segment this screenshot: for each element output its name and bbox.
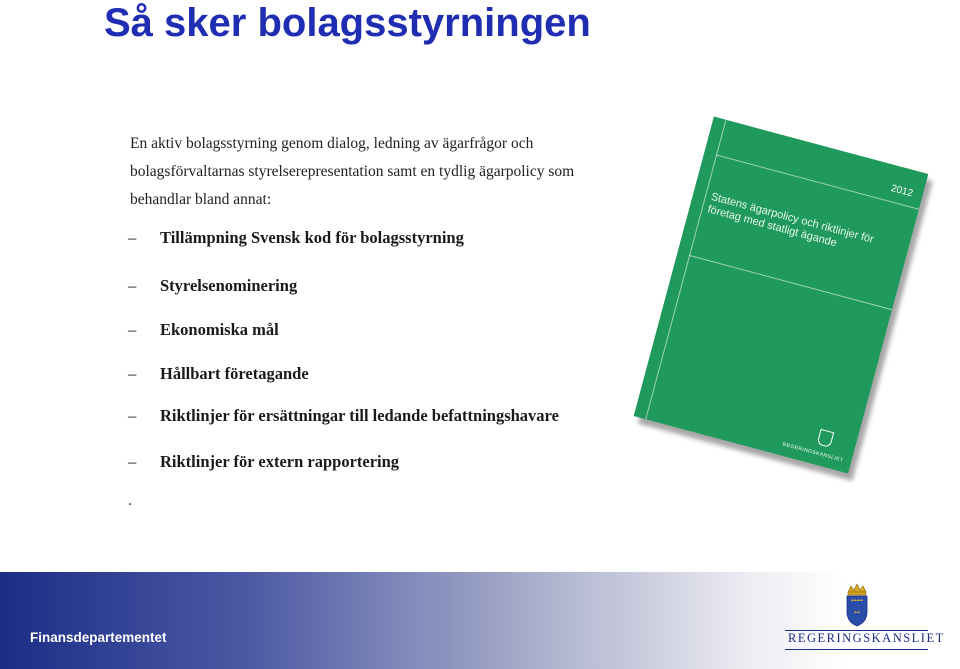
bullet-item: [128, 320, 279, 340]
department-name: Finansdepartementet: [30, 630, 167, 645]
dash-marker: –: [128, 228, 137, 247]
logo-rule: [785, 649, 928, 650]
bullet-item: [128, 364, 309, 384]
crest-icon: [817, 429, 835, 448]
crown-shield-icon: [842, 582, 872, 628]
book-year: 2012: [889, 183, 915, 200]
slide-title: Så sker bolagsstyrningen: [104, 1, 591, 45]
bullet-item: [128, 406, 559, 426]
footer-bar: [0, 572, 960, 669]
bullet-text: Styrelsenominering: [160, 276, 298, 295]
bullet-text: Riktlinjer för ersättningar till ledande befattningshavare: [160, 406, 559, 425]
bullet-text: Ekonomiska mål: [160, 320, 279, 339]
cover-line: [689, 255, 892, 310]
dash-marker: –: [128, 320, 137, 339]
regeringskansliet-logo-text: REGERINGSKANSLIET: [788, 631, 945, 645]
bullet-item: [128, 276, 297, 296]
dash-marker: –: [128, 452, 137, 471]
bullet-item: [128, 228, 464, 248]
bullet-item: [128, 452, 399, 472]
book-title: Statens ägarpolicy och riktlinjer för företag med statligt ägande: [706, 190, 876, 250]
book-cover: [634, 117, 929, 474]
trailing-dot: .: [128, 492, 132, 509]
dash-marker: –: [128, 364, 137, 383]
book-logo-text: REGERINGSKANSLIET: [781, 441, 844, 464]
dash-marker: –: [128, 406, 137, 425]
bullet-text: Hållbart företagande: [160, 364, 309, 383]
bullet-text: Riktlinjer för extern rapportering: [160, 452, 400, 471]
bullet-text: Tillämpning Svensk kod för bolagsstyrning: [160, 228, 464, 247]
book-cover-image: [628, 112, 933, 490]
intro-paragraph: En aktiv bolagsstyrning genom dialog, ledning av ägarfrågor och bolagsförvaltarnas styrelserepresentation samt en tydlig ägarpolicy som behandlar bland annat:: [130, 135, 575, 208]
cover-line: [645, 120, 726, 420]
dash-marker: –: [128, 276, 137, 295]
